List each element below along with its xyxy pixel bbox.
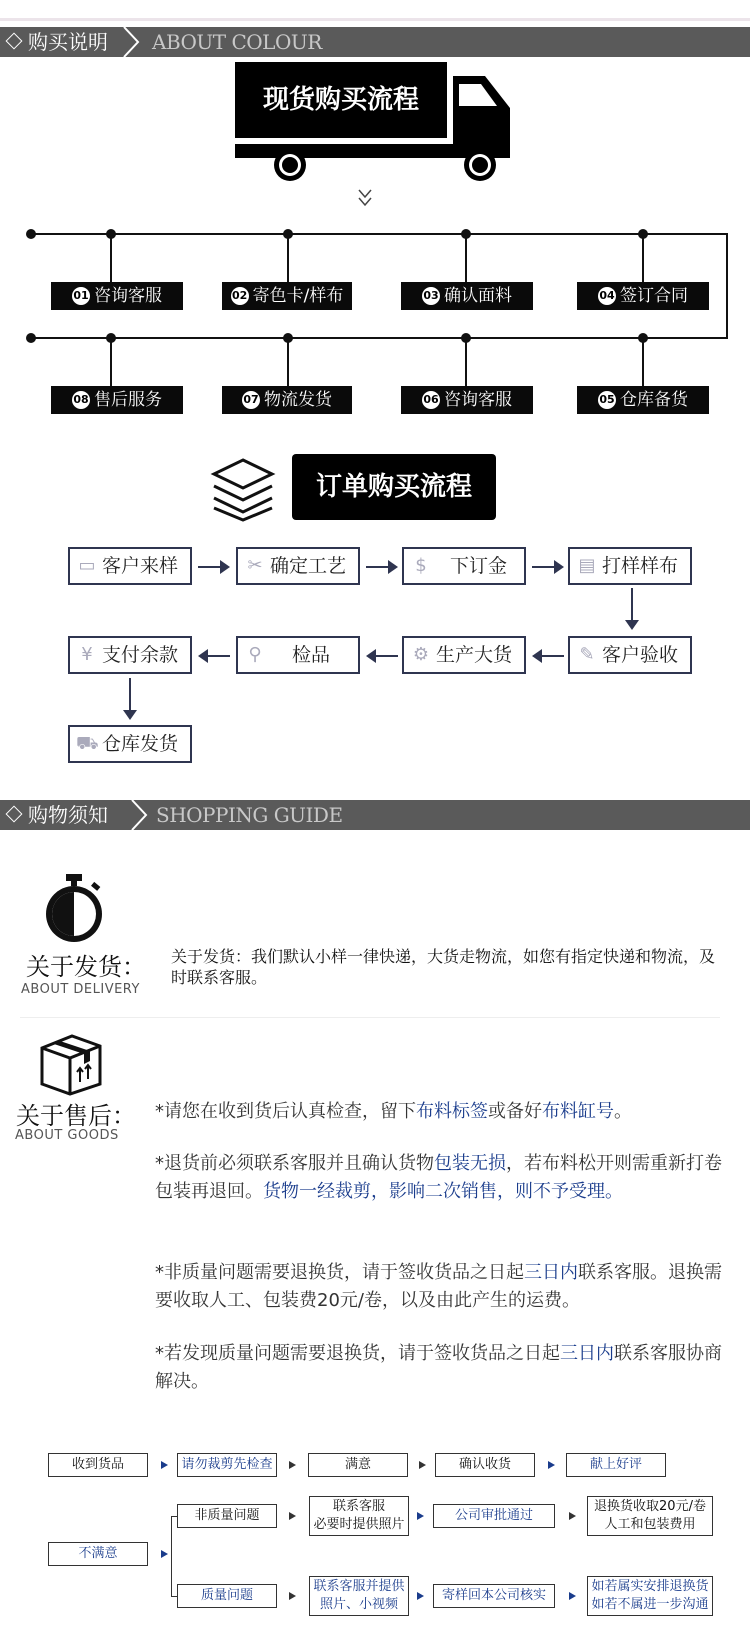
yen-icon: ¥ [81, 644, 93, 665]
diamond-icon [6, 806, 23, 823]
arrow-left [200, 655, 230, 657]
sample-icon: ▭ [78, 555, 96, 576]
flow-line-bottom [31, 337, 728, 339]
stock-step-07: 07 物流发货 [222, 386, 352, 414]
section-title-en: SHOPPING GUIDE [156, 803, 343, 827]
order-flow-title: 订单购买流程 [292, 454, 496, 520]
arrow-right-icon [289, 1512, 296, 1520]
delivery-text: 关于发货：我们默认小样一律快递，大货走物流，如您有指定快递和物流，及时联系客服。 [171, 947, 716, 987]
arrow-right-icon [569, 1512, 576, 1520]
flow-dot [26, 229, 36, 239]
flow-connector [465, 338, 467, 386]
return-unsatisfied: 不满意 [48, 1542, 148, 1566]
arrow-right [198, 566, 228, 568]
section-bar-shopping-guide [0, 800, 750, 830]
arrow-right-icon [161, 1550, 168, 1558]
aftersale-paragraph-4: *若发现质量问题需要退换货，请于签收货品之日起三日内联系客服协商解决。 [155, 1343, 722, 1392]
stock-step-08: 08 售后服务 [51, 386, 183, 414]
layers-icon [210, 456, 276, 522]
return-step: 确认收货 [435, 1453, 535, 1477]
section-title-en: ABOUT COLOUR [152, 30, 322, 54]
arrow-right [532, 566, 562, 568]
arrow-right-icon [548, 1461, 555, 1469]
flow-connector [642, 338, 644, 386]
delivery-subtitle: ABOUT DELIVERY [21, 982, 140, 997]
top-divider [0, 18, 750, 21]
layout-icon: ▤ [578, 555, 596, 576]
branch-line [171, 1516, 172, 1596]
arrow-left [368, 655, 398, 657]
section-bar-purchase [0, 27, 750, 57]
return-step: 请勿裁剪先检查 [177, 1453, 277, 1477]
arrow-right-icon [417, 1512, 424, 1520]
aftersale-paragraph-3: *非质量问题需要退换货，请于签收货品之日起三日内联系客服。退换需要收取人工、包装费20元/卷，以及由此产生的运费。 [155, 1262, 722, 1311]
section-title-cn: 购买说明 [28, 30, 108, 54]
arrow-right-icon [289, 1592, 296, 1600]
arrow-right-icon [289, 1461, 296, 1469]
aftersale-paragraph-2: *退货前必须联系客服并且确认货物包装无损，若布料松开则需重新打卷包装再退回。货物一经裁剪，影响二次销售，则不予受理。 [155, 1153, 722, 1202]
section-title-cn: 购物须知 [28, 803, 108, 827]
order-step: $ 下订金 [402, 547, 526, 585]
flow-connector [110, 234, 112, 282]
order-step: ✂ 确定工艺 [236, 547, 360, 585]
money-bag-icon: $ [415, 555, 427, 576]
flow-line-right [726, 233, 728, 339]
order-step: ▤ 打样样布 [568, 547, 692, 585]
return-step: 献上好评 [566, 1453, 666, 1477]
stock-step-03: 03 确认面料 [401, 282, 533, 310]
return-step: 如若属实安排退换货 如若不属进一步沟通 [587, 1576, 713, 1616]
chevron-right-icon [128, 800, 152, 830]
chevron-right-icon [120, 27, 144, 57]
diamond-icon [6, 33, 23, 50]
truck-graphic [235, 62, 515, 182]
return-step: 联系客服 必要时提供照片 [309, 1496, 409, 1536]
stopwatch-icon [42, 872, 106, 944]
divider [20, 1017, 720, 1018]
document-edit-icon: ✎ [579, 644, 595, 665]
stock-step-01: 01 咨询客服 [51, 282, 183, 310]
stock-step-02: 02 寄色卡/样布 [222, 282, 352, 310]
arrow-down [129, 678, 131, 718]
return-step: 联系客服并提供 照片、小视频 [309, 1576, 409, 1616]
scissors-icon: ✂ [247, 555, 263, 576]
gear-icon: ⚙ [412, 644, 430, 665]
return-step: 退换货收取20元/卷 人工和包装费用 [587, 1496, 713, 1536]
flow-connector [642, 234, 644, 282]
return-step: 公司审批通过 [433, 1504, 555, 1528]
return-step: 满意 [308, 1453, 408, 1477]
flow-connector [110, 338, 112, 386]
return-step: 寄样回本公司核实 [433, 1584, 555, 1608]
order-step: ⚙ 生产大货 [402, 636, 526, 674]
truck-icon [235, 62, 515, 182]
order-step: ⛟ 仓库发货 [68, 725, 192, 763]
arrow-right [366, 566, 396, 568]
truck-icon: ⛟ [76, 733, 99, 754]
return-non-quality: 非质量问题 [177, 1504, 277, 1528]
aftersale-title: 关于售后： [16, 1102, 136, 1130]
flow-dot [26, 333, 36, 343]
stock-step-06: 06 咨询客服 [401, 386, 533, 414]
flow-line-top [31, 233, 728, 235]
arrow-left [534, 655, 564, 657]
return-step: 收到货品 [48, 1453, 148, 1477]
stock-step-05: 05 仓库备货 [577, 386, 709, 414]
flow-connector [465, 234, 467, 282]
stock-flow-title: 现货购买流程 [262, 85, 419, 115]
double-chevron-down-icon [357, 188, 373, 208]
aftersale-paragraph-1: *请您在收到货后认真检查，留下布料标签或备好布料缸号。 [155, 1101, 632, 1122]
arrow-right-icon [419, 1461, 426, 1469]
package-icon [36, 1030, 106, 1096]
delivery-title: 关于发货： [26, 953, 146, 981]
arrow-right-icon [417, 1592, 424, 1600]
order-step: ✎ 客户验收 [568, 636, 692, 674]
aftersale-subtitle: ABOUT GOODS [15, 1128, 119, 1143]
arrow-right-icon [161, 1461, 168, 1469]
order-step: ▭ 客户来样 [68, 547, 192, 585]
magnifier-icon: ⚲ [248, 644, 262, 665]
return-quality: 质量问题 [177, 1584, 277, 1608]
flow-connector [287, 338, 289, 386]
order-step: ⚲ 检品 [236, 636, 360, 674]
arrow-right-icon [569, 1592, 576, 1600]
order-step: ¥ 支付余款 [68, 636, 192, 674]
arrow-down [631, 588, 633, 628]
stock-step-04: 04 签订合同 [577, 282, 709, 310]
flow-connector [287, 234, 289, 282]
